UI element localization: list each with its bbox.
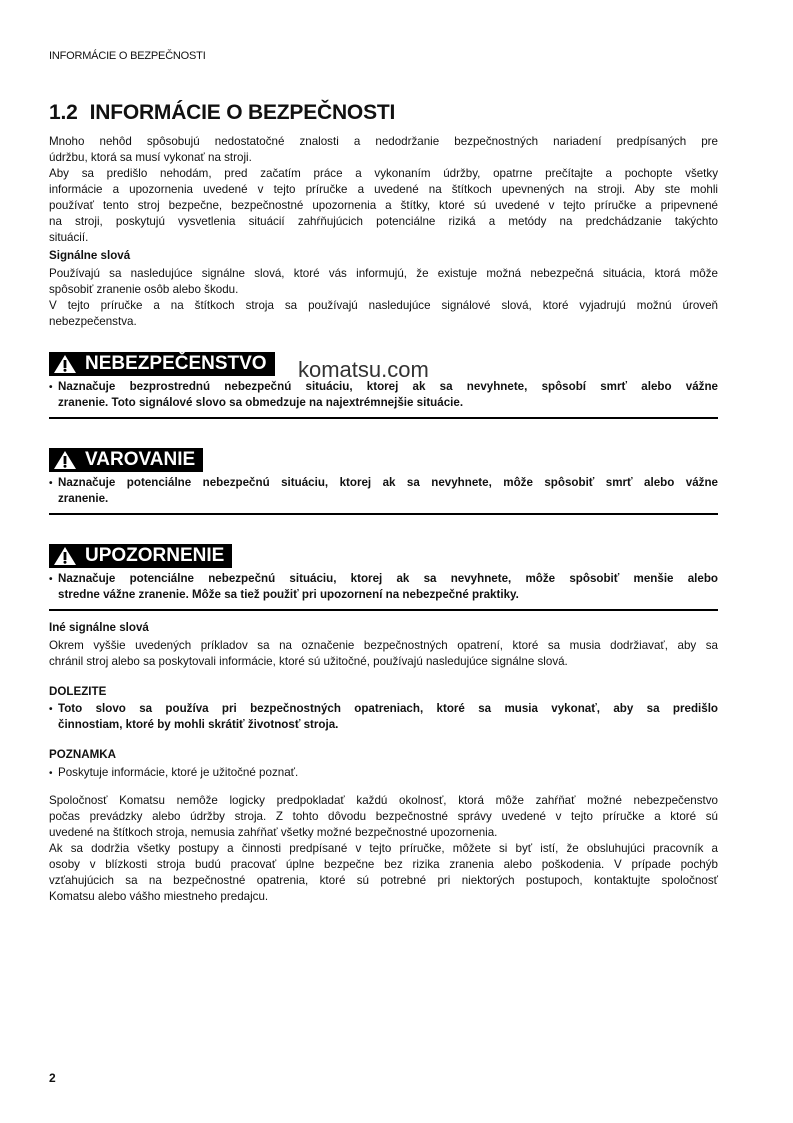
danger-signal-label <box>49 352 275 376</box>
text-line: činnostiam, ktoré by mohli skrátiť životnosť stroja. <box>58 718 339 731</box>
warning-triangle-icon <box>53 450 77 470</box>
running-header: INFORMÁCIE O BEZPEČNOSTI <box>49 50 206 62</box>
text-line: Aby sa predišlo nehodám, pred začatím práce a vykonaním údržby, opatrne prečítajte a pochopte všetky <box>49 167 718 180</box>
text-line: zranenie. <box>58 492 109 505</box>
text-line: Okrem vyššie uvedených príkladov sa na označenie bezpečnostných opatrení, ktoré sa musia dodržiavať, aby sa <box>49 639 718 652</box>
danger-description <box>49 379 718 411</box>
dolezite-bullet <box>49 701 718 733</box>
section-divider <box>49 513 718 515</box>
text-line: stredne vážne zranenie. Môže sa tiež použiť pri upozornení na nebezpečné praktiky. <box>58 588 519 601</box>
text-line: V tejto príručke a na štítkoch stroja sa používajú nasledujúce signálové slová, ktoré vyjadrujú možnú úroveň <box>49 299 718 312</box>
section-title-text: INFORMÁCIE O BEZPEČNOSTI <box>89 101 396 124</box>
text-line: Spoločnosť Komatsu nemôže logicky predpokladať každú okolnosť, ktorá môže zahŕňať možné nebezpečenstvo <box>49 794 718 807</box>
text-line: • Naznačuje bezprostrednú nebezpečnú situáciu, ktorej ak sa nevyhnete, spôsobí smrť alebo vážne <box>49 379 718 395</box>
poznamka-bullet <box>49 765 718 781</box>
signal-label-text: NEBEZPEČENSTVO <box>85 353 267 374</box>
text-line: počas prevádzky alebo údržby stroja. Z tohto dôvodu bezpečnostné správy uvedené v tejto príručke a ktoré sú <box>49 810 718 823</box>
text-line: • Poskytuje informácie, ktoré je užitočné poznať. <box>49 765 718 781</box>
text-line: spôsobiť zranenie osôb alebo škodu. <box>49 283 239 296</box>
signal-label-text: UPOZORNENIE <box>85 545 225 566</box>
poznamka-heading: POZNAMKA <box>49 748 116 761</box>
text-line: informácie a upozornenia uvedené v tejto príručke a uvedené na štítkoch upevnených na stroji. Aby ste mohli <box>49 183 718 196</box>
text-line: používať tento stroj bezpečne, bezpečnostné upozornenia a štítky, ktoré sú uvedené v tejto príručke a pripevnené <box>49 199 718 212</box>
section-divider <box>49 609 718 611</box>
watermark: komatsu.com <box>298 357 429 382</box>
caution-description <box>49 571 718 603</box>
text-line: • Toto slovo sa používa pri bezpečnostných opatreniach, ktoré sa musia vykonať, aby sa predišlo <box>49 701 718 717</box>
warning-triangle-icon <box>53 354 77 374</box>
text-line: údržbu, ktorá sa musí vykonať na stroji. <box>49 151 252 164</box>
signal-words-paragraph <box>49 266 718 330</box>
text-line: situácií. <box>49 231 89 244</box>
text-line: na stroji, poskytujú vysvetlenia situácií zahŕňujúcich potenciálne riziká a metódy na predchádzanie takýchto <box>49 215 718 228</box>
intro-paragraph <box>49 134 718 246</box>
other-words-paragraph <box>49 638 718 670</box>
text-line: nebezpečenstva. <box>49 315 137 328</box>
text-line: Ak sa dodržia všetky postupy a činnosti predpísané v tejto príručke, môžete si byť istí, že obsluhujúci pracovník a <box>49 842 718 855</box>
text-line: Komatsu alebo vášho miestneho predajcu. <box>49 890 269 903</box>
text-line: • Naznačuje potenciálne nebezpečnú situáciu, ktorej ak sa nevyhnete, môže spôsobiť smrť alebo vážne <box>49 475 718 491</box>
text-line: Mnoho nehôd spôsobujú nedostatočné znalosti a nedodržanie bezpečnostných nariadení predpísaných pre <box>49 135 718 148</box>
section-number: 1.2 <box>49 101 78 124</box>
signal-label-text: VAROVANIE <box>85 449 196 470</box>
warning-description <box>49 475 718 507</box>
warning-triangle-icon <box>53 546 77 566</box>
text-line: • Naznačuje potenciálne nebezpečnú situáciu, ktorej ak sa nevyhnete, môže spôsobiť menšie alebo <box>49 571 718 587</box>
caution-signal-label <box>49 544 232 568</box>
warning-signal-label <box>49 448 203 472</box>
text-line: uvedené na štítkoch stroja, nemusia zahŕňať všetky možné bezpečnostné upozornenia. <box>49 826 498 839</box>
text-line: vzťahujúcich sa na bezpečnostné opatrenia, ktoré sú potrebné pri niektorých postupoch, kontaktujte spoločnosť <box>49 874 718 887</box>
page-number: 2 <box>49 1071 56 1085</box>
signal-words-heading: Signálne slová <box>49 249 131 262</box>
section-divider <box>49 417 718 419</box>
section-title <box>49 101 395 125</box>
closing-paragraph <box>49 793 718 905</box>
dolezite-heading: DOLEZITE <box>49 685 107 698</box>
text-line: zranenie. Toto signálové slovo sa obmedzuje na najextrémnejšie situácie. <box>58 396 464 409</box>
text-line: osoby v blízkosti stroja budú pracovať úplne bezpečne bez rizika zranenia alebo poškodenia. V prípade pochýb <box>49 858 718 871</box>
other-words-heading: Iné signálne slová <box>49 621 149 634</box>
text-line: chránil stroj alebo sa poskytovali informácie, ktoré sú užitočné, používajú nasledujúce signálne slová. <box>49 655 568 668</box>
text-line: Používajú sa nasledujúce signálne slová, ktoré vás informujú, že existuje možná nebezpečná situácia, ktorá môže <box>49 267 718 280</box>
